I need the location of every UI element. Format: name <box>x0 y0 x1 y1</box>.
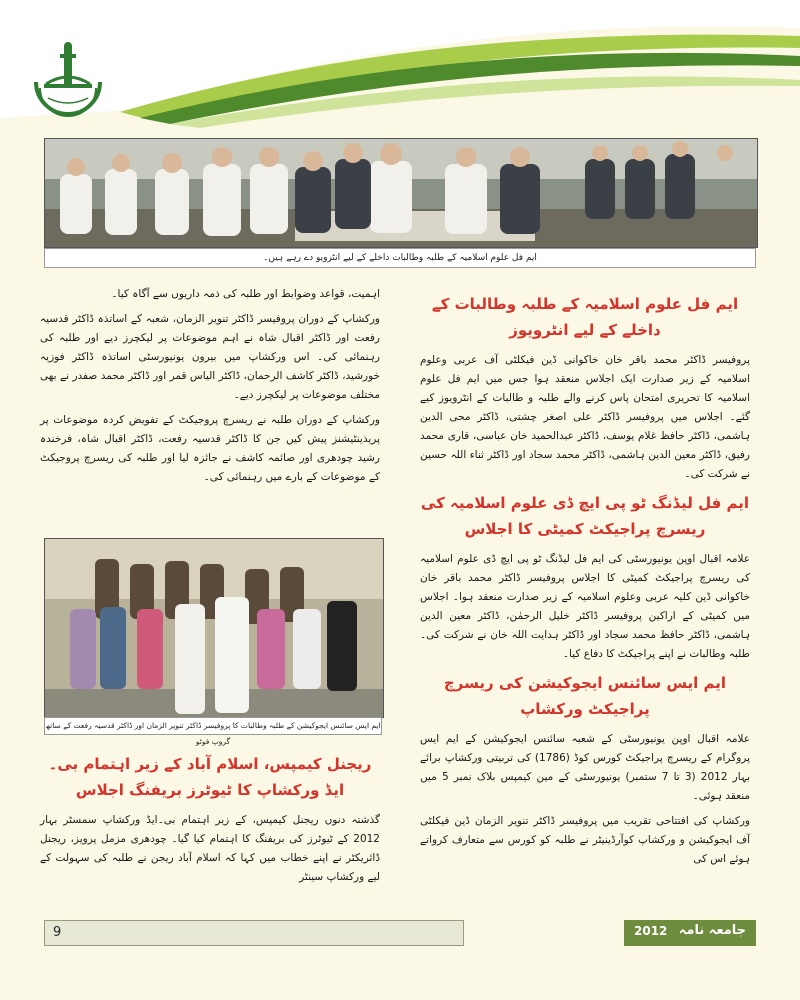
footer-magazine-name: جامعہ نامہ <box>678 923 746 938</box>
footer-year: 2012 <box>634 924 668 938</box>
continuation-text-2: ورکشاپ کے دوران پروفیسر ڈاکٹر تنویر الزمان، شعبہ کے اساتذہ ڈاکٹر قدسیہ رفعت اور ڈاکٹر اقبال شاہ نے اہم موضوعات پر لیکچرز دیے اور طلبہ کی رہنمائی کی۔ اس ورکشاپ میں بیرون یونیورسٹی اساتذہ ڈاکٹر فوزیہ خورشید، ڈاکٹر کاشف الرحمان، ڈاکٹر الیاس قمر اور ڈاکٹر محمد صفدر نے بھی مختلف موضوعات پر لیکچرز دیے۔ <box>40 313 380 401</box>
top-group-photo <box>44 138 758 248</box>
article-body-science-education-1: علامہ اقبال اوپن یونیورسٹی کے شعبہ سائنس ایجوکیشن کے ایم ایس پروگرام کے ریسرچ پراجیکٹ کورس کوڈ (1786) کی تربیتی ورکشاپ برائے بہار 2012 (3 تا 7 ستمبر) یونیورسٹی کے مین کیمپس بلاک نمبر 5 میں منعقد ہوئی۔ <box>420 733 751 802</box>
footer-bar <box>44 920 464 946</box>
article-body-research-committee: علامہ اقبال اوپن یونیورسٹی کی ایم فل لیڈنگ ٹو پی ایچ ڈی علوم اسلامیہ کی ریسرچ پراجیکٹ کمیٹی کا اجلاس پروفیسر ڈاکٹر محمد باقر خان خاکوانی ڈین کلیہ عربی وعلوم اسلامیہ کے زیر صدارت منعقد ہوا۔ اجلاس میں کمیٹی کے اراکین پروفیسر ڈاکٹر خلیل الرحمٰن، ڈاکٹر معین الدین ہاشمی، ڈاکٹر حافظ محمد سجاد اور ڈاکٹر ہدایت اللہ خان نے شرکت کی۔ طلبہ وطالبات نے اپنے پراجیکٹ کا دفاع کیا۔ <box>420 553 750 660</box>
left-column-lower <box>40 745 380 893</box>
workshop-photo-caption: ایم ایس سائنس ایجوکیشن کے طلبہ وطالبات کا پروفیسر ڈاکٹر تنویر الزمان اور ڈاکٹر قدسیہ رفعت کے ساتھ گروپ فوٹو <box>44 717 382 735</box>
article-body-mphil-interviews: پروفیسر ڈاکٹر محمد باقر خان خاکوانی ڈین فیکلٹی آف عربی وعلوم اسلامیہ کے زیر صدارت ایک اجلاس منعقد ہوا جس میں ایم فل علوم اسلامیہ کا تحریری امتحان پاس کرنے والے طلبہ و طالبات کے انٹرویوز کیے گئے۔ اجلاس میں پروفیسر ڈاکٹر علی اصغر چشتی، ڈاکٹر محی الدین ہاشمی، ڈاکٹر حافظ غلام یوسف، ڈاکٹر عبدالحمید خان عباسی، قاری محمد رفیق، ڈاکٹر معین الدین ہاشمی، ڈاکٹر محمد سجاد اور ڈاکٹر ثناء اللہ حسین نے شرکت کی۔ <box>420 354 750 480</box>
university-logo <box>26 40 110 124</box>
right-column <box>420 285 750 875</box>
workshop-group-photo <box>44 538 384 718</box>
header-swoosh <box>0 0 800 130</box>
article-body-science-education-2: ورکشاپ کی افتتاحی تقریب میں پروفیسر ڈاکٹر تنویر الزمان ڈین فیکلٹی آف ایجوکیشن و ورکشاپ کوآرڈینیٹر نے طلبہ کو کورس سے متعارف کرواتے ہوئے اس کی <box>420 815 750 865</box>
article-heading-research-committee: ایم فل لیڈنگ ٹو پی ایچ ڈی علوم اسلامیہ کی ریسرچ پراجیکٹ کمیٹی کا اجلاس <box>420 494 750 538</box>
footer-magazine-badge <box>624 920 756 946</box>
article-heading-regional-campus: ریجنل کیمپس، اسلام آباد کے زیر اہتمام بی۔ایڈ ورکشاپ کا ٹیوٹرز بریفنگ اجلاس <box>48 755 372 799</box>
page-number: 9 <box>53 925 62 940</box>
left-column-upper <box>40 285 380 493</box>
article-heading-science-education-workshop: ایم ایس سائنس ایجوکیشن کی ریسرچ پراجیکٹ ورکشاپ <box>443 674 727 718</box>
article-heading-mphil-interviews: ایم فل علوم اسلامیہ کے طلبہ وطالبات کے داخلے کے لیے انٹرویوز <box>431 295 739 339</box>
top-photo-caption: ایم فل علوم اسلامیہ کے طلبہ وطالبات داخلے کے لیے انٹرویو دے رہے ہیں۔ <box>44 248 756 268</box>
page-footer <box>44 920 756 946</box>
article-body-regional-campus: گذشتہ دنوں ریجنل کیمپس، کے زیر اہتمام بی۔ایڈ ورکشاپ سمسٹر بہار 2012 کے ٹیوٹرز کی بریفنگ کا اہتمام کیا گیا۔ چودھری مزمل پرویز، ریجنل ڈائریکٹر نے اپنے خطاب میں کہا کہ اسلام آباد ریجن نے طلبہ کی سہولت کے لیے ورکشاپ سینٹر <box>40 814 380 883</box>
continuation-text-1: اہمیت، قواعد وضوابط اور طلبہ کی ذمہ داریوں سے آگاہ کیا۔ <box>111 288 380 300</box>
continuation-text-3: ورکشاپ کے دوران طلبہ نے ریسرچ پروجیکٹ کے تفویض کردہ موضوعات پر پریذینٹیشنز پیش کیں جن کا ڈاکٹر قدسیہ رفعت، ڈاکٹر اقبال شاہ، فرخندہ رشید چودھری اور صائمہ کاشف نے جائزہ لیا اور طلبہ کی ریسرچ پروجیکٹ کے موضوعات کے بارے میں رہنمائی کی۔ <box>40 414 380 483</box>
